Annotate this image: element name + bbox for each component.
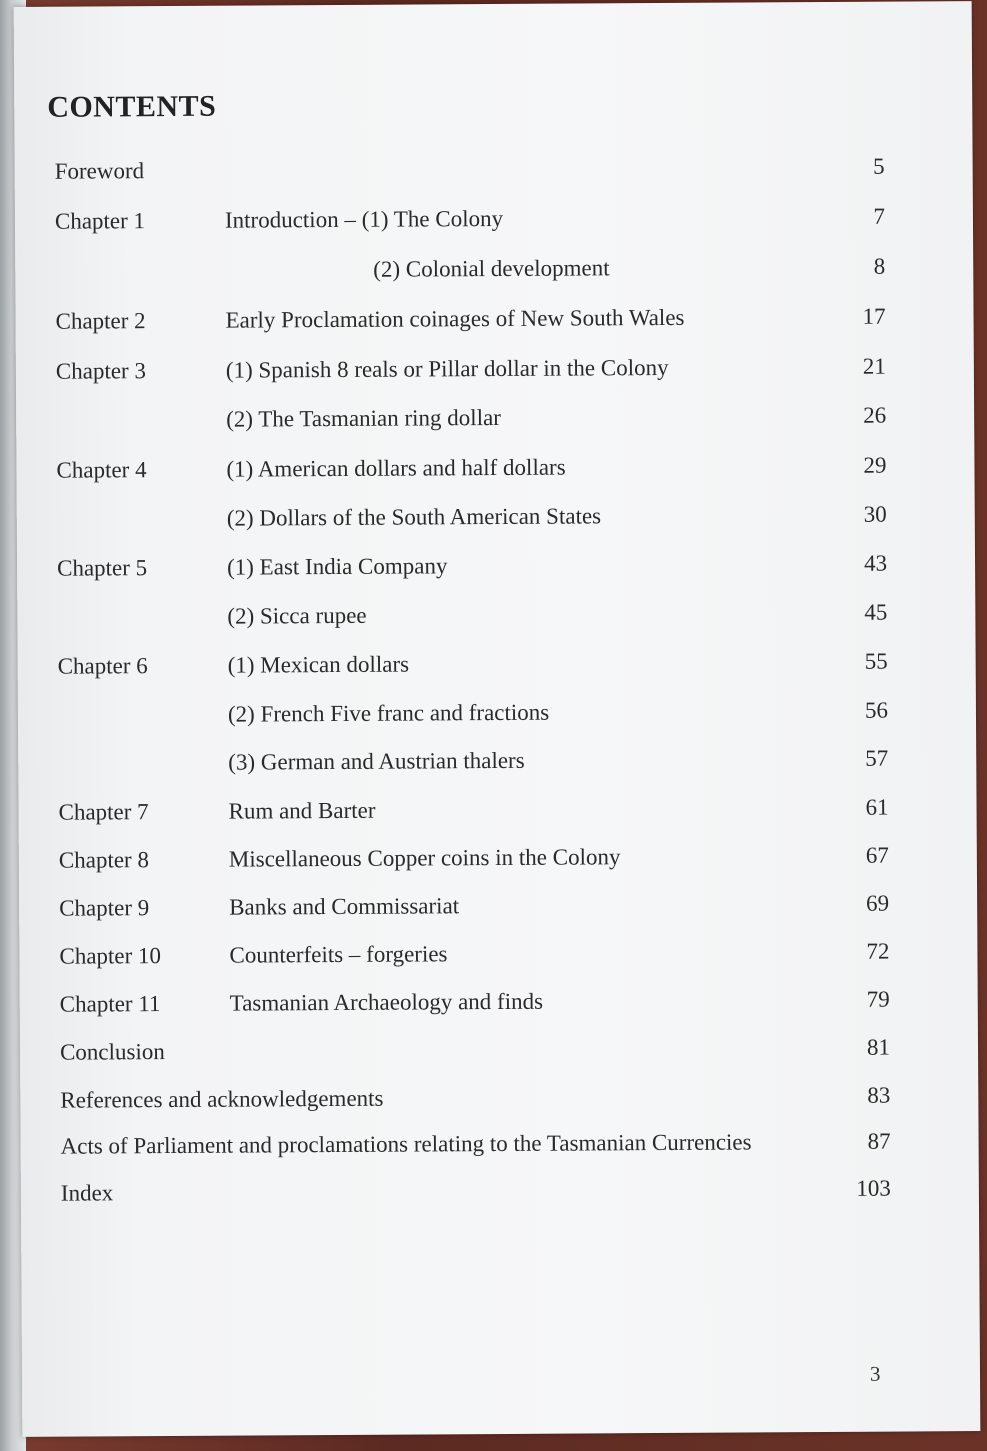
toc-entry-page: 43 xyxy=(863,550,888,576)
page-number: 3 xyxy=(869,1361,881,1386)
toc-entry-label: Chapter 10 xyxy=(59,943,162,969)
toc-entry-title: (2) French Five franc and fractions xyxy=(227,699,550,727)
toc-entry-title: (1) American dollars and half dollars xyxy=(226,454,566,482)
toc-entry-label: Acts of Parliament and proclamations relating to the Tasmanian Currencies xyxy=(60,1129,752,1159)
toc-entry-page: 30 xyxy=(863,501,887,527)
toc-entry-title: (2) Sicca rupee xyxy=(227,602,367,629)
toc-entry-title: (1) Mexican dollars xyxy=(227,651,410,678)
toc-entry-page: 5 xyxy=(873,153,885,179)
toc-entry-page: 55 xyxy=(864,648,888,674)
toc-entry-page: 56 xyxy=(864,697,889,723)
toc-entry-title: (3) German and Austrian thalers xyxy=(228,747,525,775)
toc-entry-label: Foreword xyxy=(54,158,145,184)
toc-entry-label: Chapter 9 xyxy=(59,895,150,921)
toc-entry-chapter-3 xyxy=(56,354,886,391)
toc-entry-label: Chapter 8 xyxy=(58,847,149,873)
toc-entry-page: 67 xyxy=(865,842,889,868)
toc-entry-page: 61 xyxy=(865,794,889,820)
toc-entry-chapter-5 xyxy=(57,551,887,588)
toc-entry-chapter-1-part-2 xyxy=(55,254,885,291)
toc-entry-page: 7 xyxy=(873,203,886,229)
toc-entry-page: 17 xyxy=(862,303,886,329)
toc-entry-page: 45 xyxy=(864,599,888,625)
toc-entry-page: 29 xyxy=(863,452,887,478)
toc-entry-chapter-5-part-2 xyxy=(57,600,887,637)
toc-entry-chapter-4 xyxy=(56,453,886,490)
toc-entry-label: Chapter 2 xyxy=(55,308,146,334)
toc-entry-title: (2) The Tasmanian ring dollar xyxy=(226,404,501,432)
toc-entry-page: 69 xyxy=(866,890,890,916)
toc-entry-label: References and acknowledgements xyxy=(60,1085,384,1113)
toc-entry-page: 81 xyxy=(866,1034,891,1060)
toc-entry-page: 87 xyxy=(867,1128,891,1154)
toc-entry-label: Chapter 5 xyxy=(56,555,148,581)
toc-entry-chapter-4-part-2 xyxy=(57,502,887,539)
toc-entry-title: (2) Colonial development xyxy=(373,255,610,282)
toc-entry-title: Rum and Barter xyxy=(228,797,376,824)
toc-entry-label: Chapter 3 xyxy=(55,358,147,384)
toc-entry-label: Chapter 6 xyxy=(57,653,148,679)
toc-entry-page: 79 xyxy=(866,986,890,1012)
toc-entry-label: Chapter 7 xyxy=(58,799,149,825)
toc-entry-title: Counterfeits – forgeries xyxy=(229,941,448,968)
toc-entry-title: (1) Spanish 8 reals or Pillar dollar in the Colony xyxy=(225,354,669,383)
toc-entry-chapter-6-part-3 xyxy=(58,746,888,783)
toc-entry-title: Tasmanian Archaeology and finds xyxy=(229,988,544,1016)
toc-entry-title: Banks and Commissariat xyxy=(229,893,460,920)
toc-entry-chapter-7 xyxy=(58,795,888,832)
toc-entry-title: Miscellaneous Copper coins in the Colony xyxy=(228,844,621,872)
toc-entry-title: (1) East India Company xyxy=(226,553,448,580)
toc-entry-chapter-6 xyxy=(58,649,888,686)
toc-entry-chapter-10 xyxy=(59,939,889,976)
toc-entry-acts xyxy=(61,1129,891,1166)
toc-entry-foreword xyxy=(55,154,885,191)
toc-entry-chapter-9 xyxy=(59,891,889,928)
toc-entry-label: Chapter 4 xyxy=(56,457,147,483)
toc-entry-chapter-1 xyxy=(55,204,885,241)
book-page xyxy=(14,1,981,1437)
toc-entry-conclusion xyxy=(60,1035,890,1072)
toc-entry-chapter-8 xyxy=(59,843,889,880)
toc-entry-label: Chapter 1 xyxy=(54,208,146,234)
toc-entry-label: Index xyxy=(60,1180,114,1206)
toc-entry-title: (2) Dollars of the South American States xyxy=(226,503,602,531)
toc-entry-title: Introduction – (1) The Colony xyxy=(224,205,504,233)
toc-entry-chapter-3-part-2 xyxy=(56,403,886,440)
toc-entry-index xyxy=(61,1176,891,1213)
toc-entry-page: 26 xyxy=(863,402,887,428)
toc-entry-chapter-11 xyxy=(60,987,890,1024)
toc-entry-page: 57 xyxy=(865,745,889,771)
toc-entry-chapter-6-part-2 xyxy=(58,698,888,735)
toc-entry-label: Conclusion xyxy=(59,1039,165,1065)
toc-entry-page: 83 xyxy=(867,1082,891,1108)
toc-entry-label: Chapter 11 xyxy=(59,991,161,1017)
toc-entry-references xyxy=(60,1083,890,1120)
page-title: CONTENTS xyxy=(47,89,217,124)
toc-entry-chapter-2 xyxy=(55,304,885,341)
toc-entry-page: 103 xyxy=(856,1175,891,1201)
toc-entry-title: Early Proclamation coinages of New South Wales xyxy=(225,304,685,333)
toc-entry-page: 8 xyxy=(873,253,886,279)
toc-entry-page: 21 xyxy=(862,353,886,379)
toc-entry-page: 72 xyxy=(866,938,890,964)
